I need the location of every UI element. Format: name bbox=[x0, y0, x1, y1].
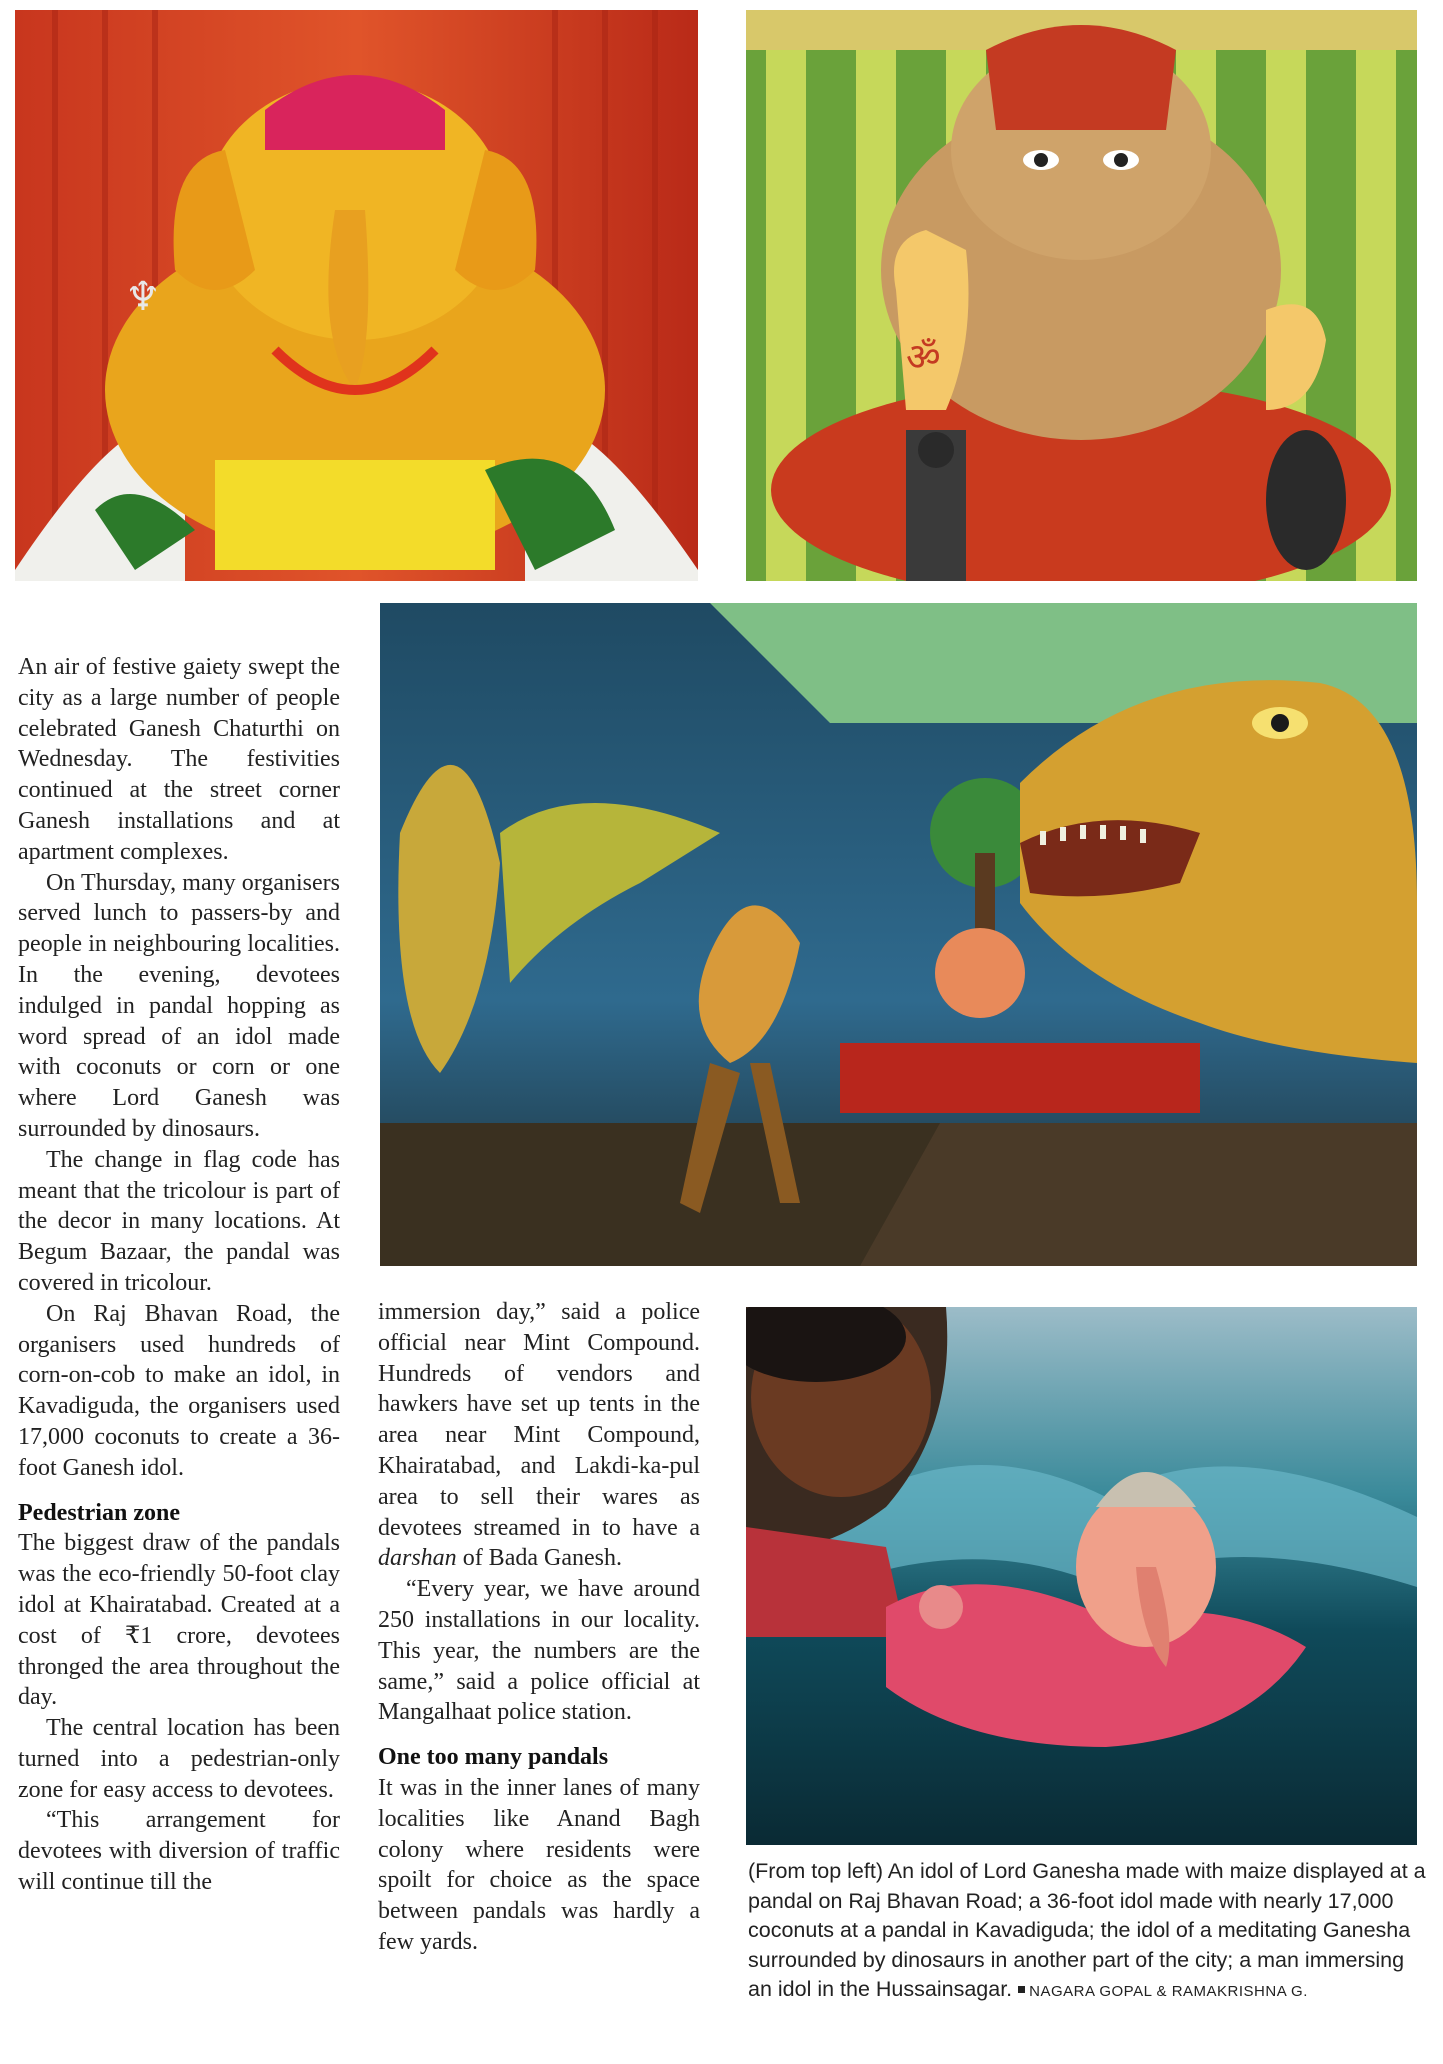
photo-dinosaur-idol bbox=[380, 603, 1417, 1266]
subheading-pedestrian-zone: Pedestrian zone bbox=[18, 1499, 180, 1526]
article-paragraph-4: On Raj Bhavan Road, the organisers used hundreds of corn-on-cob to make an idol, in Kavadiguda, the organisers used 17,000 coconuts to create a 36-foot Ganesh idol. bbox=[18, 1300, 340, 1481]
article-paragraph-7-start bbox=[18, 1805, 340, 1897]
paragraph-7-end: of Bada Ganesh. bbox=[456, 1545, 622, 1572]
photo-credit: NAGARA GOPAL & RAMAKRISHNA G. bbox=[1029, 1983, 1308, 2001]
photo-caption bbox=[748, 1857, 1428, 2007]
paragraph-7-second-part: immersion day,” said a police official near Mint Compound. Hundreds of vendors and hawkers have set up tents in the area near Mint Compound, Khairatabad, and Lakdi-ka-pul area to sell their wares as devotees streamed in to have a bbox=[378, 1299, 700, 1541]
article-paragraph-7-cont bbox=[378, 1297, 700, 1574]
photo-immersion bbox=[746, 1307, 1417, 1845]
maize-idol-image bbox=[15, 10, 698, 581]
svg-text:♆: ♆ bbox=[125, 274, 161, 320]
article-column-2 bbox=[378, 1297, 700, 1958]
article-paragraph-2: On Thursday, many organisers served lunch to passers-by and people in neighbouring localities. In the evening, devotees indulged in pandal hopping as word spread of an idol made with coconuts or corn or one where Lord Ganesh was surrounded by dinosaurs. bbox=[18, 869, 340, 1142]
photo-coconut-idol bbox=[746, 10, 1417, 581]
article-paragraph-5: The biggest draw of the pandals was the eco-friendly 50-foot clay idol at Khairatabad. Created at a cost of ₹1 crore, devotees thronged the area throughout the day. bbox=[18, 1530, 340, 1711]
coconut-idol-image bbox=[746, 10, 1417, 581]
article-paragraph-8: “Every year, we have around 250 installations in our locality. This year, the numbers are the same,” said a police official at Mangalhaat police station. bbox=[378, 1576, 700, 1726]
immersion-image bbox=[746, 1307, 1417, 1845]
article-column-1 bbox=[18, 652, 340, 1898]
dinosaur-idol-image bbox=[380, 603, 1417, 1266]
caption-text: (From top left) An idol of Lord Ganesha made with maize displayed at a pandal on Raj Bhavan Road; a 36-foot idol made with nearly 17,000 coconuts at a pandal in Kavadiguda; the idol of a meditating Ganesha surrounded by dinosaurs in another part of the city; a man immersing an idol in the Hussainsagar. bbox=[748, 1859, 1426, 2002]
article-paragraph-1: An air of festive gaiety swept the city as a large number of people celebrated Ganesh Chaturthi on Wednesday. The festivities continued at the street corner Ganesh installations and at apartment complexes. bbox=[18, 654, 340, 865]
subheading-one-too-many-pandals: One too many pandals bbox=[378, 1744, 609, 1771]
article-paragraph-9: It was in the inner lanes of many localities like Anand Bagh colony where residents were spoilt for choice as the space between pandals was hardly a few yards. bbox=[378, 1774, 700, 1955]
paragraph-7-first-part: “This arrangement for devotees with diversion of traffic will continue till the bbox=[18, 1807, 340, 1896]
svg-text:ॐ: ॐ bbox=[906, 335, 941, 379]
article-paragraph-6: The central location has been turned into a pedestrian-only zone for easy access to devotees. bbox=[18, 1715, 340, 1803]
photo-maize-idol bbox=[15, 10, 698, 581]
darshan-italic: darshan bbox=[378, 1545, 457, 1572]
credit-bullet-icon bbox=[1018, 1986, 1025, 1993]
article-paragraph-3: The change in flag code has meant that the tricolour is part of the decor in many locations. At Begum Bazaar, the pandal was covered in tricolour. bbox=[18, 1146, 340, 1296]
